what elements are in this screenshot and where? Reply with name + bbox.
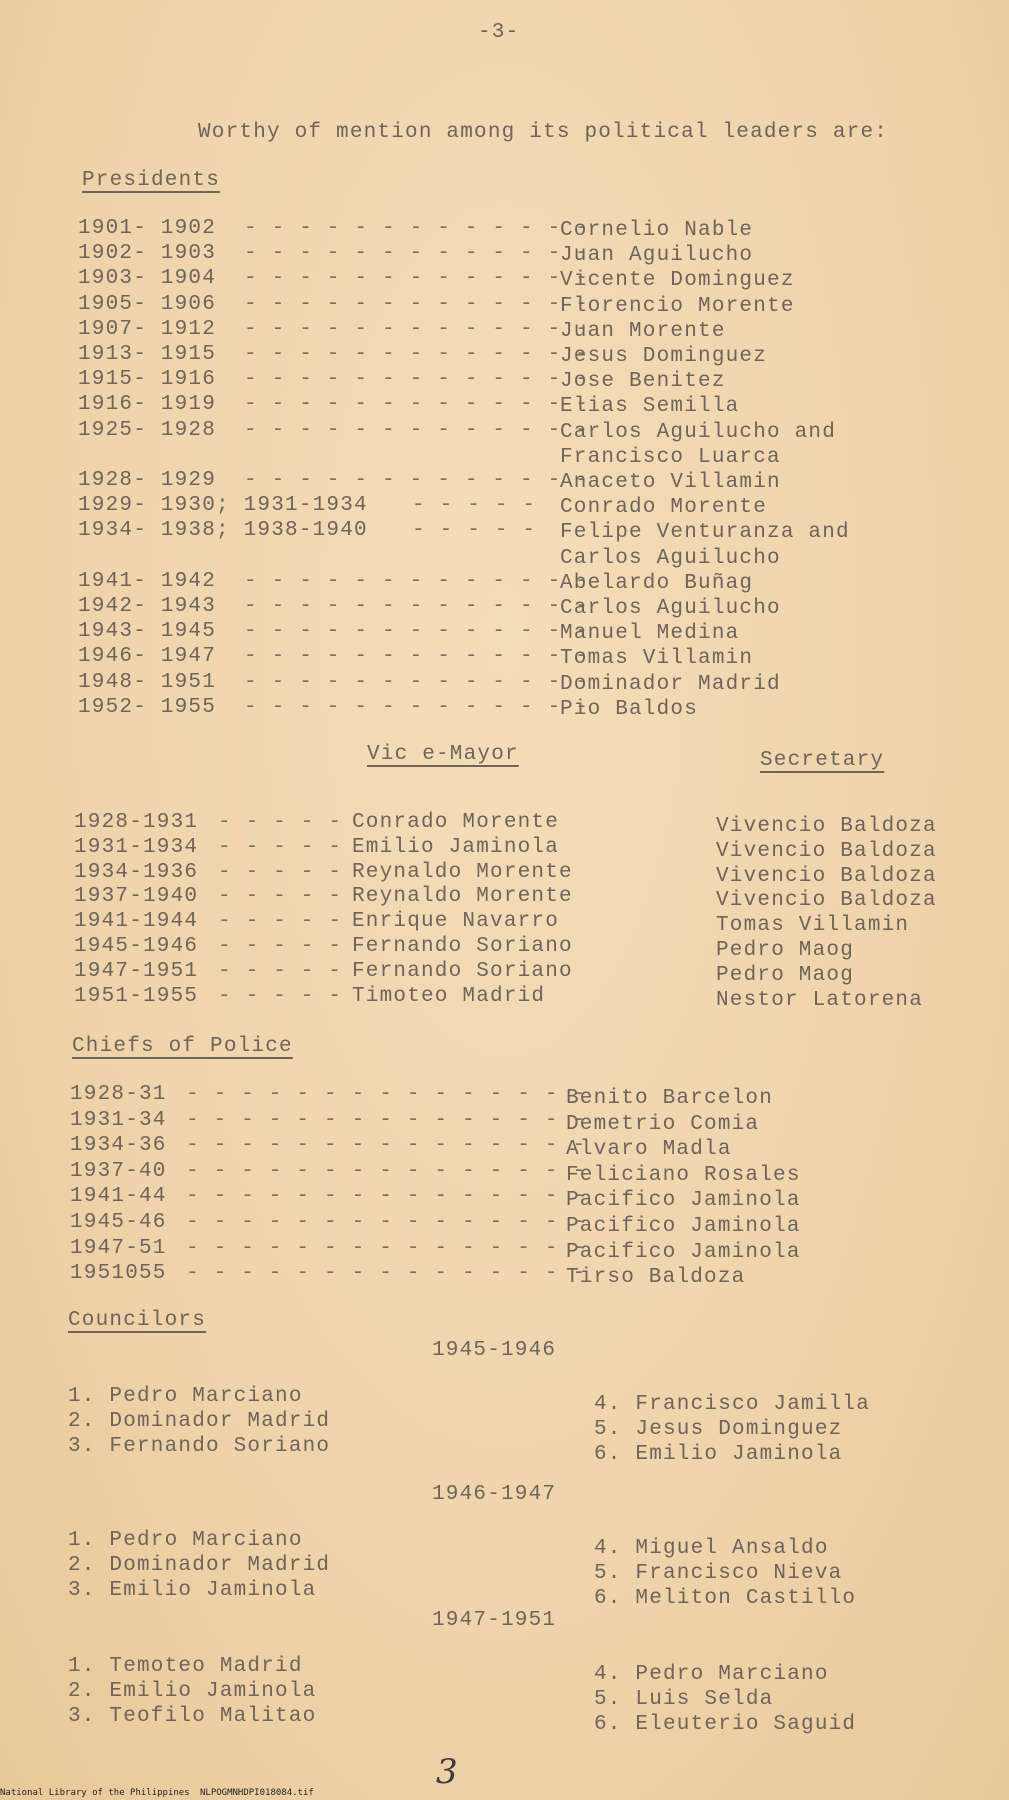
- councilor-name: 4. Miguel Ansaldo: [594, 1537, 829, 1560]
- president-name: Pio Baldos: [560, 698, 699, 721]
- councilor-name: 6. Emilio Jaminola: [594, 1443, 843, 1466]
- secretary-name: Vivencio Baldoza: [716, 815, 937, 838]
- secretary-name: Vivencio Baldoza: [716, 840, 937, 863]
- vice-mayor-name: Emilio Jaminola: [352, 836, 560, 859]
- police-name: Pacifico Jaminola: [566, 1241, 801, 1264]
- president-years: 1916- 1919: [78, 393, 217, 416]
- police-name: Tirso Baldoza: [566, 1266, 746, 1289]
- president-years: 1928- 1929: [78, 469, 217, 492]
- president-name: Conrado Morente: [560, 496, 768, 519]
- president-name: Florencio Morente: [560, 295, 795, 318]
- police-name: Alvaro Madla: [566, 1138, 732, 1161]
- police-years: 1934-36: [70, 1134, 167, 1157]
- president-name: Tomas Villamin: [560, 647, 754, 670]
- police-years: 1937-40: [70, 1160, 167, 1183]
- vice-mayor-separator: - - - - -: [218, 960, 343, 983]
- vice-mayor-name: Fernando Soriano: [352, 960, 573, 983]
- president-name: Manuel Medina: [560, 622, 740, 645]
- police-separator: - - - - - - - - - - - - - - -: [186, 1211, 587, 1234]
- president-name: Anaceto Villamin: [560, 471, 781, 494]
- councilor-name: 2. Dominador Madrid: [68, 1410, 331, 1433]
- councilor-name: 4. Pedro Marciano: [594, 1663, 829, 1686]
- president-separator: - - - - - - - - - - - - -: [244, 620, 590, 643]
- president-separator: - - - - -: [412, 519, 537, 542]
- president-separator: - - - - - - - - - - - - -: [244, 393, 590, 416]
- vice-mayor-years: 1934-1936: [74, 861, 199, 884]
- councilor-name: 6. Eleuterio Saguid: [594, 1713, 857, 1736]
- president-separator: - - - - - - - - - - - - -: [244, 595, 590, 618]
- president-separator: - - - - - - - - - - - - -: [244, 318, 590, 341]
- vice-mayor-separator: - - - - -: [218, 910, 343, 933]
- president-years: 1934- 1938; 1938-1940: [78, 519, 368, 542]
- vice-mayor-years: 1931-1934: [74, 836, 199, 859]
- councilor-name: 6. Meliton Castillo: [594, 1587, 857, 1610]
- councilor-name: 2. Emilio Jaminola: [68, 1680, 317, 1703]
- vice-mayor-years: 1945-1946: [74, 935, 199, 958]
- secretary-name: Vivencio Baldoza: [716, 865, 937, 888]
- president-separator: - - - - - - - - - - - - -: [244, 368, 590, 391]
- president-name: Jose Benitez: [560, 370, 726, 393]
- vice-mayor-name: Conrado Morente: [352, 811, 560, 834]
- vice-mayor-years: 1928-1931: [74, 811, 199, 834]
- vice-mayor-years: 1937-1940: [74, 885, 199, 908]
- president-name: Elias Semilla: [560, 395, 740, 418]
- police-name: Benito Barcelon: [566, 1087, 774, 1110]
- secretary-name: Pedro Maog: [716, 939, 855, 962]
- president-name: Juan Morente: [560, 320, 726, 343]
- handwritten-page-number: 3: [436, 1752, 458, 1792]
- president-years: 1942- 1943: [78, 595, 217, 618]
- councilor-name: 4. Francisco Jamilla: [594, 1393, 871, 1416]
- councilor-name: 1. Pedro Marciano: [68, 1529, 303, 1552]
- secretary-name: Nestor Latorena: [716, 989, 924, 1012]
- page-number: -3-: [478, 21, 520, 44]
- police-separator: - - - - - - - - - - - - - - -: [186, 1262, 587, 1285]
- councilor-period: 1945-1946: [432, 1339, 557, 1362]
- vice-mayor-name: Fernando Soriano: [352, 935, 573, 958]
- councilor-period: 1947-1951: [432, 1609, 557, 1632]
- president-name: Carlos Aguilucho and: [560, 421, 837, 444]
- president-separator: - - - - -: [412, 494, 537, 517]
- president-name: Carlos Aguilucho: [560, 597, 781, 620]
- president-separator: - - - - - - - - - - - - -: [244, 696, 590, 719]
- president-name: Felipe Venturanza and: [560, 521, 850, 544]
- councilor-name: 5. Luis Selda: [594, 1688, 774, 1711]
- president-name: Jesus Dominguez: [560, 345, 768, 368]
- vice-mayor-years: 1941-1944: [74, 910, 199, 933]
- president-separator: - - - - - - - - - - - - -: [244, 217, 590, 240]
- vice-mayor-separator: - - - - -: [218, 885, 343, 908]
- vice-mayor-separator: - - - - -: [218, 836, 343, 859]
- president-years: 1946- 1947: [78, 645, 217, 668]
- police-years: 1947-51: [70, 1237, 167, 1260]
- councilor-name: 1. Temoteo Madrid: [68, 1655, 303, 1678]
- vice-mayor-heading: Vic e-Mayor: [367, 743, 519, 766]
- president-separator: - - - - - - - - - - - - -: [244, 242, 590, 265]
- police-name: Pacifico Jaminola: [566, 1215, 801, 1238]
- president-years: 1929- 1930; 1931-1934: [78, 494, 368, 517]
- police-years: 1928-31: [70, 1083, 167, 1106]
- councilor-name: 2. Dominador Madrid: [68, 1554, 331, 1577]
- president-years: 1925- 1928: [78, 419, 217, 442]
- president-separator: - - - - - - - - - - - - -: [244, 469, 590, 492]
- police-years: 1945-46: [70, 1211, 167, 1234]
- president-name: Juan Aguilucho: [560, 244, 754, 267]
- president-name: Carlos Aguilucho: [560, 547, 781, 570]
- vice-mayor-separator: - - - - -: [218, 935, 343, 958]
- footer-library: National Library of the Philippines: [0, 1788, 190, 1798]
- councilor-name: 5. Jesus Dominguez: [594, 1418, 843, 1441]
- vice-mayor-name: Enrique Navarro: [352, 910, 560, 933]
- intro-line: Worthy of mention among its political leaders are:: [198, 121, 889, 144]
- police-separator: - - - - - - - - - - - - - - -: [186, 1083, 587, 1106]
- police-heading: Chiefs of Police: [72, 1035, 293, 1058]
- vice-mayor-years: 1951-1955: [74, 985, 199, 1008]
- police-separator: - - - - - - - - - - - - - - -: [186, 1237, 587, 1260]
- president-years: 1943- 1945: [78, 620, 217, 643]
- presidents-heading: Presidents: [82, 169, 221, 192]
- president-years: 1903- 1904: [78, 267, 217, 290]
- vice-mayor-name: Reynaldo Morente: [352, 885, 573, 908]
- councilor-period: 1946-1947: [432, 1483, 557, 1506]
- police-name: Pacifico Jaminola: [566, 1189, 801, 1212]
- police-separator: - - - - - - - - - - - - - - -: [186, 1109, 587, 1132]
- vice-mayor-separator: - - - - -: [218, 985, 343, 1008]
- vice-mayor-separator: - - - - -: [218, 861, 343, 884]
- police-name: Feliciano Rosales: [566, 1164, 801, 1187]
- president-separator: - - - - - - - - - - - - -: [244, 671, 590, 694]
- president-years: 1901- 1902: [78, 217, 217, 240]
- councilor-name: 3. Emilio Jaminola: [68, 1579, 317, 1602]
- president-name: Vicente Dominguez: [560, 269, 795, 292]
- president-years: 1902- 1903: [78, 242, 217, 265]
- police-years: 1941-44: [70, 1185, 167, 1208]
- vice-mayor-years: 1947-1951: [74, 960, 199, 983]
- secretary-name: Tomas Villamin: [716, 914, 910, 937]
- footer-filename: NLPOGMNHDPI018084.tif: [200, 1788, 314, 1798]
- councilor-name: 1. Pedro Marciano: [68, 1385, 303, 1408]
- president-name: Abelardo Buñag: [560, 572, 754, 595]
- president-years: 1915- 1916: [78, 368, 217, 391]
- president-separator: - - - - - - - - - - - - -: [244, 645, 590, 668]
- vice-mayor-name: Timoteo Madrid: [352, 985, 546, 1008]
- police-separator: - - - - - - - - - - - - - - -: [186, 1134, 587, 1157]
- president-separator: - - - - - - - - - - - - -: [244, 343, 590, 366]
- president-name: Cornelio Nable: [560, 219, 754, 242]
- president-years: 1907- 1912: [78, 318, 217, 341]
- police-separator: - - - - - - - - - - - - - - -: [186, 1160, 587, 1183]
- secretary-name: Vivencio Baldoza: [716, 889, 937, 912]
- president-separator: - - - - - - - - - - - - -: [244, 293, 590, 316]
- president-years: 1913- 1915: [78, 343, 217, 366]
- councilors-heading: Councilors: [68, 1309, 207, 1332]
- secretary-heading: Secretary: [760, 749, 885, 772]
- president-years: 1905- 1906: [78, 293, 217, 316]
- police-separator: - - - - - - - - - - - - - - -: [186, 1185, 587, 1208]
- president-years: 1948- 1951: [78, 671, 217, 694]
- president-name: Francisco Luarca: [560, 446, 781, 469]
- president-separator: - - - - - - - - - - - - -: [244, 419, 590, 442]
- police-years: 1951055: [70, 1262, 167, 1285]
- president-years: 1952- 1955: [78, 696, 217, 719]
- police-years: 1931-34: [70, 1109, 167, 1132]
- vice-mayor-name: Reynaldo Morente: [352, 861, 573, 884]
- president-name: Dominador Madrid: [560, 673, 781, 696]
- president-separator: - - - - - - - - - - - - -: [244, 570, 590, 593]
- police-name: Demetrio Comia: [566, 1113, 760, 1136]
- councilor-name: 3. Teofilo Malitao: [68, 1705, 317, 1728]
- councilor-name: 3. Fernando Soriano: [68, 1435, 331, 1458]
- councilor-name: 5. Francisco Nieva: [594, 1562, 843, 1585]
- president-years: 1941- 1942: [78, 570, 217, 593]
- president-separator: - - - - - - - - - - - - -: [244, 267, 590, 290]
- secretary-name: Pedro Maog: [716, 964, 855, 987]
- vice-mayor-separator: - - - - -: [218, 811, 343, 834]
